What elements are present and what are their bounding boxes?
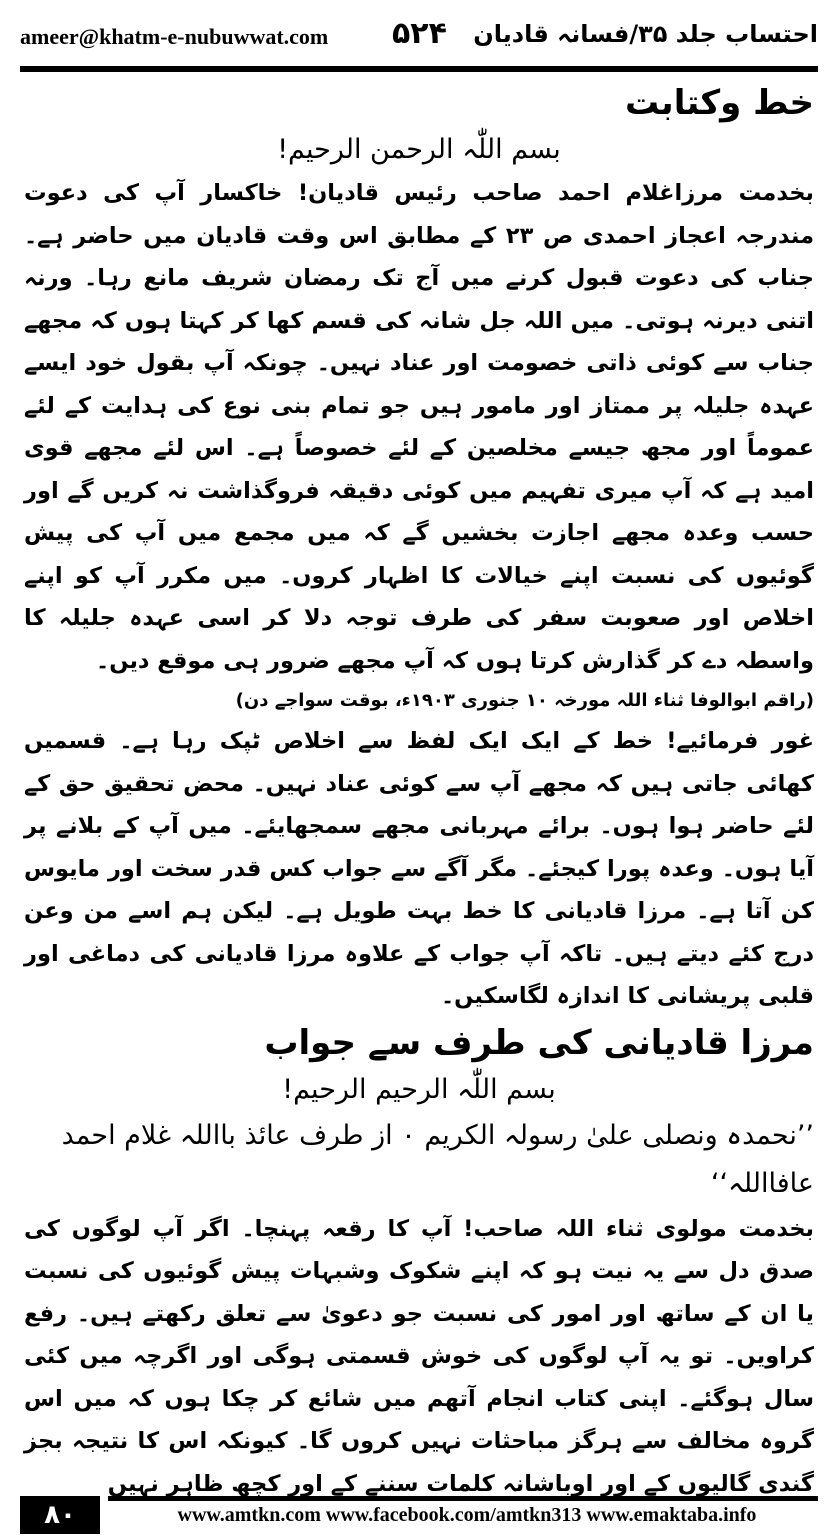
footer-rule <box>108 1496 818 1501</box>
page-header <box>20 14 818 64</box>
reply-paragraph: بخدمت مولوی ثناء اللہ صاحب! آپ کا رقعہ پہنچا۔ اگر آپ لوگوں کی صدق دل سے یہ نیت ہو کہ اپنے شکوک وشبہات پیش گوئیوں کی نسبت یا ان کے ساتھ اور امور کی نسبت جو دعویٰ سے تعلق رکھتے ہیں۔ رفع کراویں۔ تو یہ آپ لوگوں کی خوش قسمتی ہوگی اور اگرچہ میں کئی سال ہوگئے۔ اپنی کتاب انجام آتھم میں شائع کر چکا ہوں کہ میں اس گروہ مخالف سے ہرگز مباحثات نہیں کروں گا۔ کیونکہ اس کا نتیجہ بجز گندی گالیوں کے اور اوباشانہ کلمات سننے کے اور کچھ ظاہر نہیں <box>24 1215 814 1497</box>
letter-paragraph: بخدمت مرزاغلام احمد صاحب رئیس قادیان! خاکسار آپ کی دعوت مندرجہ اعجاز احمدی ص ۲۳ کے مطابق اس وقت قادیان میں حاضر ہے۔ جناب کی دعوت قبول کرنے میں آج تک رمضان شریف مانع رہا۔ ورنہ اتنی دیرنہ ہوتی۔ میں اللہ جل شانہ کی قسم کھا کر کہتا ہوں کہ مجھے جناب سے کوئی ذاتی خصومت اور عناد نہیں۔ چونکہ آپ بقول خود ایسے عہدہ جلیلہ پر ممتاز اور مامور ہیں جو تمام بنی نوع کی ہدایت کے لئے عموماً اور مجھ جیسے مخلصین کے لئے خصوصاً ہے۔ اس لئے مجھے قوی امید ہے کہ آپ میری تفہیم میں کوئی دقیقہ فروگذاشت نہ کریں گے اور حسب وعدہ مجھے اجازت بخشیں گے کہ میں مجمع میں آپ کی پیش گوئیوں کی نسبت اپنے خیالات کا اظہار کروں۔ میں مکرر آپ کو اپنے اخلاص اور صعوبت سفر کی طرف توجہ دلا کر اسی عہدہ جلیلہ کا واسطہ دے کر گذارش کرتا ہوں کہ آپ مجھے ضرور ہی موقع دیں۔ <box>24 180 814 674</box>
page-content <box>24 78 814 1505</box>
bismillah-1: بسم اللّٰہ الرحمن الرحیم! <box>277 134 561 165</box>
section-heading-letters: خط وکتابت <box>624 83 814 123</box>
section-heading-reply: مرزا قادیانی کی طرف سے جواب <box>264 1022 814 1063</box>
footer-folio: ۸۰ <box>20 1496 100 1534</box>
page-footer <box>20 1496 818 1536</box>
letter-signature: (راقم ابوالوفا ثناء اللہ مورخہ ۱۰ جنوری ۱۹۰۳ء، بوقت سواجے دن) <box>235 690 814 711</box>
bismillah-2: بسم اللّٰہ الرحیم الرحیم! <box>282 1073 556 1105</box>
reply-quote: ’’نحمدہ ونصلی علیٰ رسولہ الکریم ۰ از طرف عائذ بااللہ غلام احمد عافااللہ‘‘ <box>61 1119 814 1199</box>
header-rule <box>20 66 818 72</box>
header-book-title: احتساب جلد ۳۵/فسانہ قادیان <box>473 20 818 48</box>
header-page-number: ۵۲۴ <box>392 16 447 51</box>
commentary-paragraph: غور فرمائیے! خط کے ایک ایک لفظ سے اخلاص ٹپک رہا ہے۔ قسمیں کھائی جاتی ہیں کہ مجھے آپ سے کوئی عناد نہیں۔ محض تحقیق حق کے لئے حاضر ہوا ہوں۔ برائے مہربانی مجھے سمجھایئے۔ میں آپ کے بلانے پر آیا ہوں۔ وعدہ پورا کیجئے۔ مگر آگے سے جواب کس قدر سخت اور مایوس کن آتا ہے۔ مرزا قادیانی کا خط بہت طویل ہے۔ لیکن ہم اسے من وعن درج کئے دیتے ہیں۔ تاکہ آپ جواب کے علاوہ مرزا قادیانی کی دماغی اور قلبی پریشانی کا اندازہ لگاسکیں۔ <box>24 728 814 1009</box>
header-email: ameer@khatm-e-nubuwwat.com <box>20 24 329 49</box>
footer-links: www.amtkn.com www.facebook.com/amtkn313 www.emaktaba.info <box>177 1504 757 1526</box>
